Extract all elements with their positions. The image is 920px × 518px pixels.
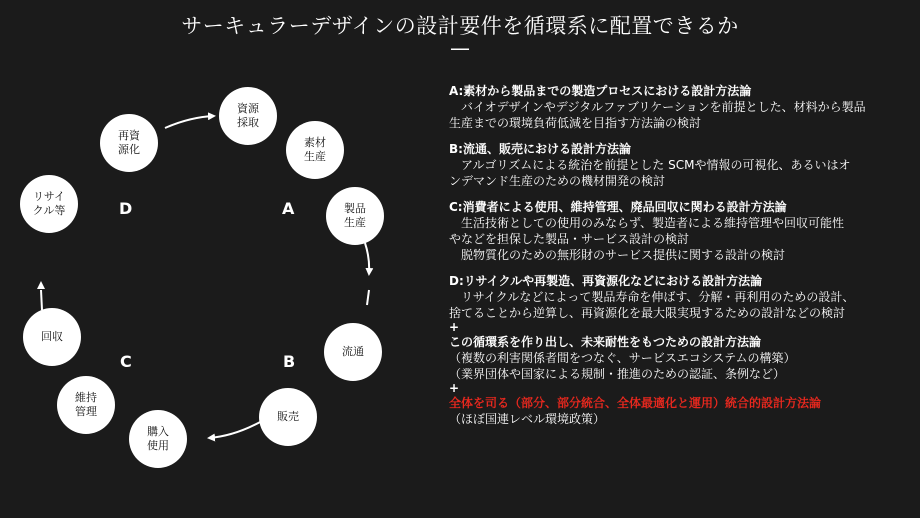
node-recycle: リサイ クル等 — [20, 175, 78, 233]
node-shigen-saishu: 資源 採取 — [219, 87, 277, 145]
section-a-line: バイオデザインやデジタルファブリケーションを前提とした、材料から製品 — [449, 100, 866, 114]
section-d-line: リサイクルなどによって製品寿命を伸ばす、分解・再利用のための設計、 — [449, 290, 855, 304]
section-d — [449, 273, 909, 321]
node-hanbai: 販売 — [259, 388, 317, 446]
title-dash: — — [450, 36, 470, 60]
section-c-heading: C:消費者による使用、維持管理、廃品回収に関わる設計方法論 — [449, 200, 787, 214]
section-c-line: 脱物質化のための無形財のサービス提供に関する設計の検討 — [449, 248, 786, 262]
line-seihin-ryutsu-gap — [367, 290, 369, 305]
quadrant-label-c: C — [120, 352, 132, 371]
quadrant-label-d: D — [119, 199, 133, 218]
arrow-saishigen-to-shigen — [165, 116, 214, 128]
section-a — [449, 83, 909, 131]
section-b-line: ンデマンド生産のための機材開発の検討 — [449, 174, 666, 188]
integrated-methodology-heading: 全体を司る（部分、部分統合、全体最適化と運用）統合的設計方法論 — [449, 396, 822, 410]
cycle-arrows — [0, 0, 440, 518]
node-kaishu: 回収 — [23, 308, 81, 366]
section-a-heading: A:素材から製品までの製造プロセスにおける設計方法論 — [449, 84, 752, 98]
line-kaishu-recycle-gap — [41, 290, 42, 310]
section-b-line: アルゴリズムによる統治を前提とした SCMや情報の可視化、あるいはオ — [449, 158, 851, 172]
section-c-line: 生活技術としての使用のみならず、製造者による維持管理や回収可能性 — [449, 216, 845, 230]
future-methodology-line: （業界団体や国家による規制・推進のための認証、条例など） — [449, 367, 786, 381]
arrow-seihin-to-ryutsu — [365, 243, 369, 274]
integrated-methodology-note: （ほぼ国連レベル環境政策） — [449, 412, 606, 426]
section-d-heading: D:リサイクルや再製造、再資源化などにおける設計方法論 — [449, 274, 763, 288]
section-b-heading: B:流通、販売における設計方法論 — [449, 142, 631, 156]
section-c — [449, 199, 909, 263]
section-d-line: 捨てることから逆算し、再資源化を最大限実現するための設計などの検討 — [449, 306, 846, 320]
node-saishigen: 再資 源化 — [100, 114, 158, 172]
future-methodology-line: （複数の利害関係者間をつなぐ、サービスエコシステムの構築） — [449, 351, 796, 365]
node-seihin-seisan: 製品 生産 — [326, 187, 384, 245]
future-methodology-heading: この循環系を作り出し、未来耐性をもつための設計方法論 — [449, 335, 762, 349]
page-title: サーキュラーデザインの設計要件を循環系に配置できるか — [181, 14, 739, 38]
node-konyu-shiyo: 購入 使用 — [129, 410, 187, 468]
quadrant-label-a: A — [282, 199, 295, 218]
node-sozai-seisan: 素材 生産 — [286, 121, 344, 179]
section-c-line: やなどを担保した製品・サービス設計の検討 — [449, 232, 690, 246]
section-a-line: 生産までの環境負荷低減を目指す方法論の検討 — [449, 116, 702, 130]
quadrant-label-b: B — [283, 352, 296, 371]
arrow-hanbai-to-konyu — [209, 421, 262, 438]
section-b — [449, 141, 909, 189]
requirements-text — [449, 83, 909, 427]
node-iji-kanri: 維持 管理 — [57, 376, 115, 434]
node-ryutsu: 流通 — [324, 323, 382, 381]
plus-sign: + — [449, 320, 460, 334]
plus-sign: + — [449, 381, 460, 395]
